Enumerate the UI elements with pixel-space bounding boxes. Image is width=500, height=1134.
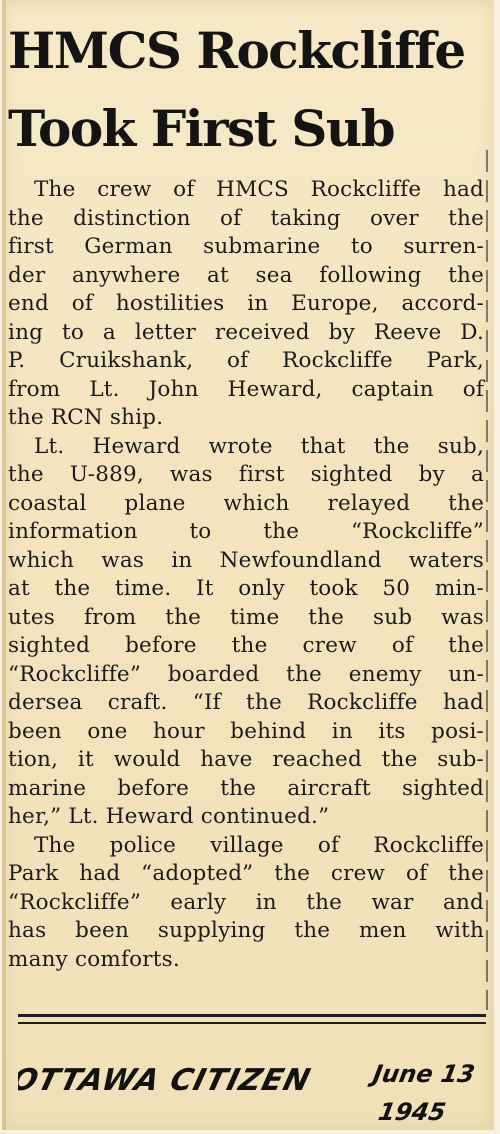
headline-line-2: Took First Sub: [8, 99, 395, 158]
text-line: the distinction of taking over the: [8, 205, 484, 231]
text-line: Lt. Heward wrote that the sub,: [34, 433, 484, 459]
divider-rule: [18, 1014, 486, 1017]
text-line: P. Cruikshank, of Rockcliffe Park,: [8, 348, 484, 373]
text-line: coastal plane which relayed the: [8, 490, 484, 516]
paragraph-1: [8, 176, 484, 433]
text-line: “Rockcliffe” boarded the enemy un-: [8, 661, 484, 687]
text-line: at the time. It only took 50 min-: [8, 576, 484, 601]
text-line: end of hostilities in Europe, accord-: [8, 291, 484, 316]
text-line: has been supplying the men with: [8, 918, 484, 943]
headline-line-1: HMCS Rockcliffe: [8, 21, 465, 80]
column-rule: [486, 150, 488, 1010]
text-line: from Lt. John Heward, captain of: [8, 376, 484, 402]
svg-text:1945: 1945: [376, 1098, 448, 1126]
text-line: dersea craft. “If the Rockcliffe had: [8, 690, 484, 715]
text-line: The crew of HMCS Rockcliffe had: [34, 177, 484, 202]
text-line: sighted before the crew of the: [8, 633, 484, 658]
headline: [8, 12, 478, 168]
paragraph-3: [8, 832, 484, 975]
text-line: the RCN ship.: [8, 405, 164, 430]
text-line: der anywhere at sea following the: [8, 262, 484, 288]
handwritten-note-image: [18, 1048, 488, 1128]
text-line: the U-889, was first sighted by a: [8, 462, 484, 487]
text-line: Park had “adopted” the crew of the: [8, 861, 484, 886]
text-line: been one hour behind in its posi-: [8, 718, 484, 744]
article-body: [8, 176, 484, 974]
text-line: “Rockcliffe” early in the war and: [8, 889, 484, 915]
text-line: which was in Newfoundland waters: [8, 547, 484, 573]
text-line: first German submarine to surren-: [8, 234, 484, 259]
divider-rule: [18, 1022, 486, 1024]
svg-text:June 13: June 13: [370, 1060, 477, 1088]
text-line: many comforts.: [8, 946, 180, 972]
text-line: utes from the time the sub was: [8, 604, 484, 630]
paragraph-2: [8, 433, 484, 832]
text-line: marine before the aircraft sighted: [8, 775, 484, 801]
text-line: information to the “Rockcliffe”: [8, 519, 484, 544]
text-line: tion, it would have reached the sub-: [8, 747, 484, 772]
paper-edge: [2, 0, 6, 1130]
text-line: The police village of Rockcliffe: [34, 832, 484, 858]
handwritten-note: [18, 1048, 488, 1128]
text-line: ing to a letter received by Reeve D.: [8, 319, 484, 345]
text-line: her,” Lt. Heward continued.”: [8, 804, 330, 829]
svg-text:OTTAWA CITIZEN: OTTAWA CITIZEN: [18, 1063, 315, 1098]
